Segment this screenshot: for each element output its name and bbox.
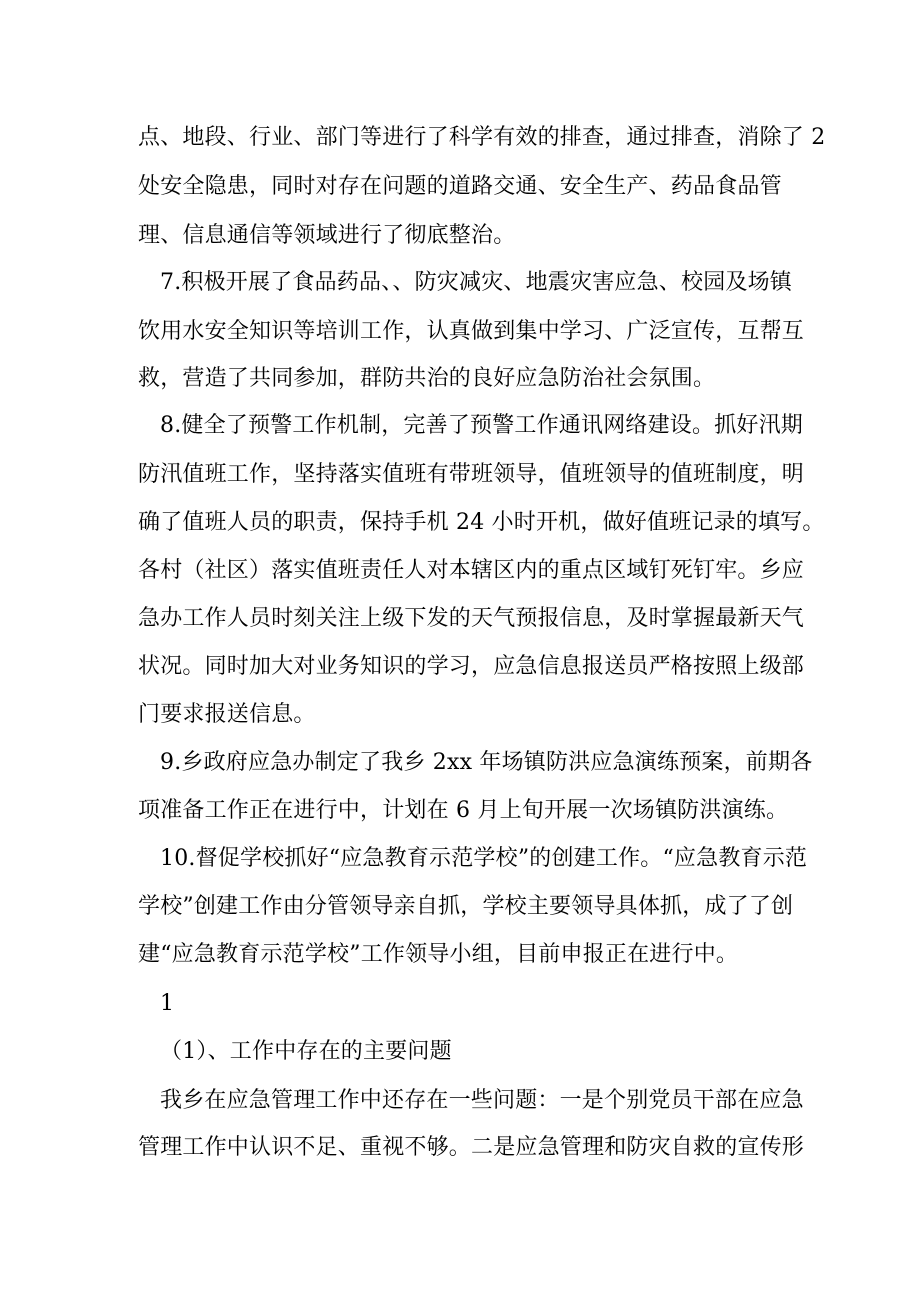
item-10-line: 10.督促学校抓好“应急教育示范学校”的创建工作。“应急教育示范 [160, 846, 808, 871]
body-text-line: 门要求报送信息。 [138, 702, 316, 727]
item-8-line: 8.健全了预警工作机制，完善了预警工作通讯网络建设。抓好汛期 [160, 413, 803, 438]
body-text-line: 处安全隐患，同时对存在问题的道路交通、安全生产、药品食品管 [138, 174, 782, 199]
body-text-line: 点、地段、行业、部门等进行了科学有效的排查，通过排查，消除了 2 [138, 125, 826, 150]
body-text-line: 防汛值班工作，坚持落实值班有带班领导，值班领导的值班制度，明 [138, 462, 805, 487]
body-text-line: 理、信息通信等领域进行了彻底整治。 [138, 223, 516, 248]
body-text-line: 急办工作人员时刻关注上级下发的天气预报信息，及时掌握最新天气 [138, 606, 805, 631]
body-text-line: 建“应急教育示范学校”工作领导小组，目前申报正在进行中。 [138, 942, 739, 967]
item-7-line: 7.积极开展了食品药品、、防灾减灾、地震灾害应急、校园及场镇 [160, 270, 792, 295]
body-text-line: 学校”创建工作由分管领导亲自抓，学校主要领导具体抓，成了了创 [138, 894, 794, 919]
item-9-line: 9.乡政府应急办制定了我乡 2xx 年场镇防洪应急演练预案，前期各 [160, 750, 813, 775]
section-heading: （1）、工作中存在的主要问题 [160, 1039, 452, 1064]
body-text-line: 确了值班人员的职责，保持手机 24 小时开机，做好值班记录的填写。 [138, 510, 825, 535]
body-text-line: 各村（社区）落实值班责任人对本辖区内的重点区域钉死钉牢。乡应 [138, 558, 805, 583]
body-text-line: 状况。同时加大对业务知识的学习，应急信息报送员严格按照上级部 [138, 654, 805, 679]
body-text-line: 项准备工作正在进行中，计划在 6 月上旬开展一次场镇防洪演练。 [138, 798, 789, 823]
body-text-line: 我乡在应急管理工作中还存在一些问题：一是个别党员干部在应急 [160, 1088, 804, 1113]
body-text-line: 管理工作中认识不足、重视不够。二是应急管理和防灾自救的宣传形 [138, 1135, 805, 1160]
body-text-line: 救，营造了共同参加，群防共治的良好应急防治社会氛围。 [138, 366, 716, 391]
body-text-line: 饮用水安全知识等培训工作，认真做到集中学习、广泛宣传，互帮互 [138, 319, 805, 344]
page-number: 1 [160, 991, 175, 1016]
